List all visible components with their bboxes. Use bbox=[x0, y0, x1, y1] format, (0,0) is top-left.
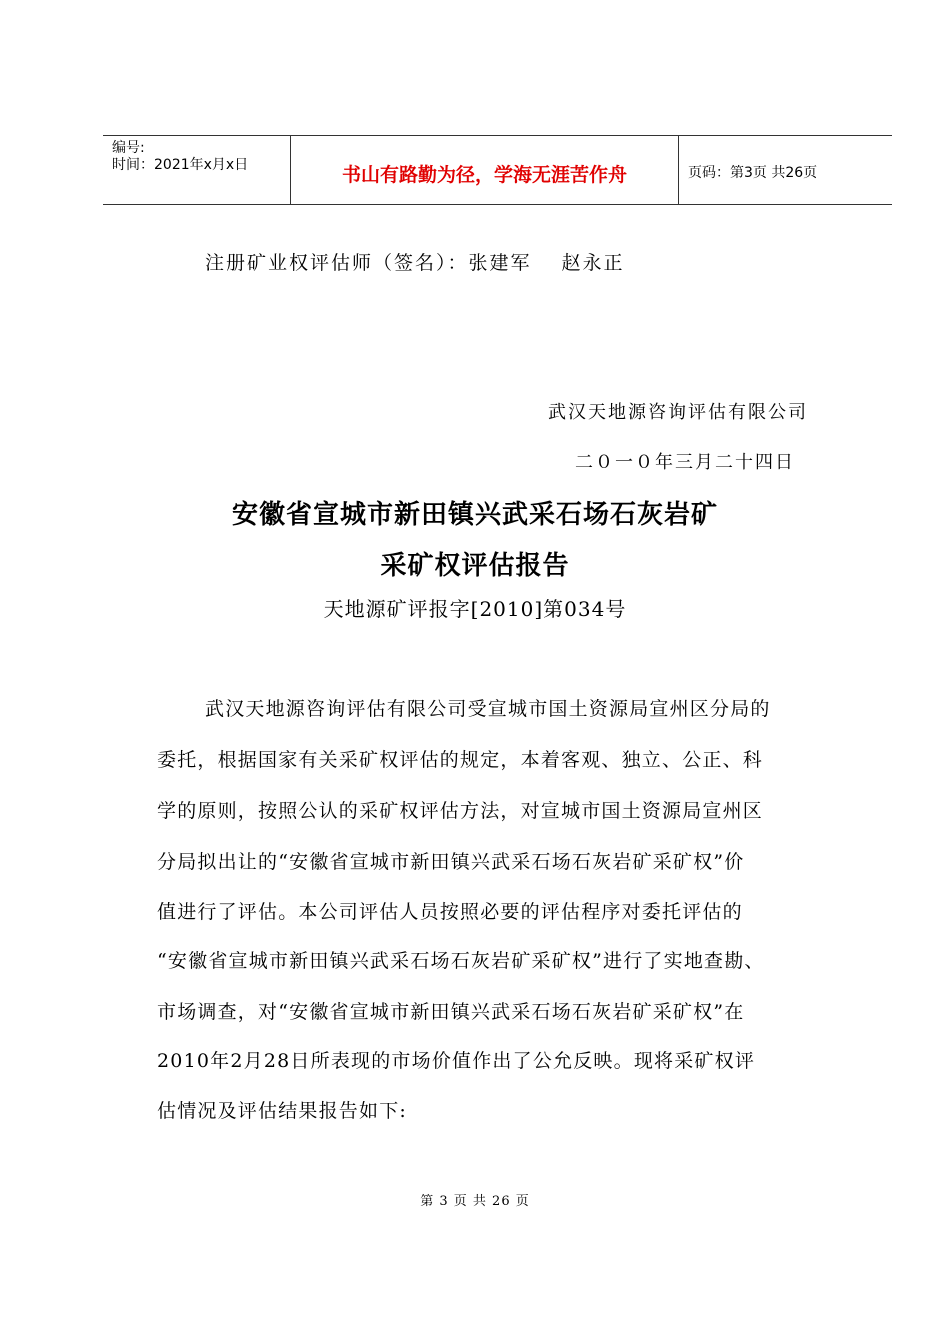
document-code-label: 编号: bbox=[112, 140, 145, 156]
page-header bbox=[103, 135, 892, 205]
header-page-info: 页码：第3页 共26页 bbox=[688, 165, 818, 181]
header-motto-cell bbox=[291, 136, 679, 204]
header-meta-cell bbox=[103, 136, 291, 204]
paragraph-line: 估情况及评估结果报告如下: bbox=[157, 1100, 408, 1122]
report-date: 二０一０年三月二十四日 bbox=[575, 452, 795, 473]
report-title-line-2: 采矿权评估报告 bbox=[380, 551, 570, 581]
paragraph-line: 学的原则，按照公认的采矿权评估方法，对宣城市国土资源局宣州区 bbox=[157, 800, 764, 822]
signature-label: 注册矿业权评估师（签名）： bbox=[205, 252, 469, 274]
report-number: 天地源矿评报字[2010]第034号 bbox=[323, 597, 627, 621]
paragraph-line: 武汉天地源咨询评估有限公司受宣城市国土资源局宣州区分局的 bbox=[205, 698, 771, 720]
paragraph-line: “安徽省宣城市新田镇兴武采石场石灰岩矿采矿权”进行了实地查勘、 bbox=[157, 950, 765, 972]
paragraph-line: 分局拟出让的“安徽省宣城市新田镇兴武采石场石灰岩矿采矿权”价 bbox=[157, 851, 745, 873]
appraiser-signature-line bbox=[205, 248, 625, 275]
paragraph-line: 市场调查，对“安徽省宣城市新田镇兴武采石场石灰岩矿采矿权”在 bbox=[157, 1001, 745, 1023]
paragraph-line: 委托，根据国家有关采矿权评估的规定，本着客观、独立、公正、科 bbox=[157, 749, 764, 771]
signer-name: 赵永正 bbox=[561, 252, 625, 274]
page-footer: 第 3 页 共 26 页 bbox=[420, 1194, 530, 1209]
company-name: 武汉天地源咨询评估有限公司 bbox=[548, 402, 808, 423]
document-time-label: 时间：2021年x月x日 bbox=[112, 157, 249, 173]
header-motto: 书山有路勤为径，学海无涯苦作舟 bbox=[341, 164, 627, 186]
paragraph-line: 值进行了评估。本公司评估人员按照必要的评估程序对委托评估的 bbox=[157, 901, 743, 923]
report-title-line-1: 安徽省宣城市新田镇兴武采石场石灰岩矿 bbox=[231, 500, 718, 530]
paragraph-line: 2010年2月28日所表现的市场价值作出了公允反映。现将采矿权评 bbox=[157, 1050, 756, 1072]
signer-name: 张建军 bbox=[468, 252, 532, 274]
